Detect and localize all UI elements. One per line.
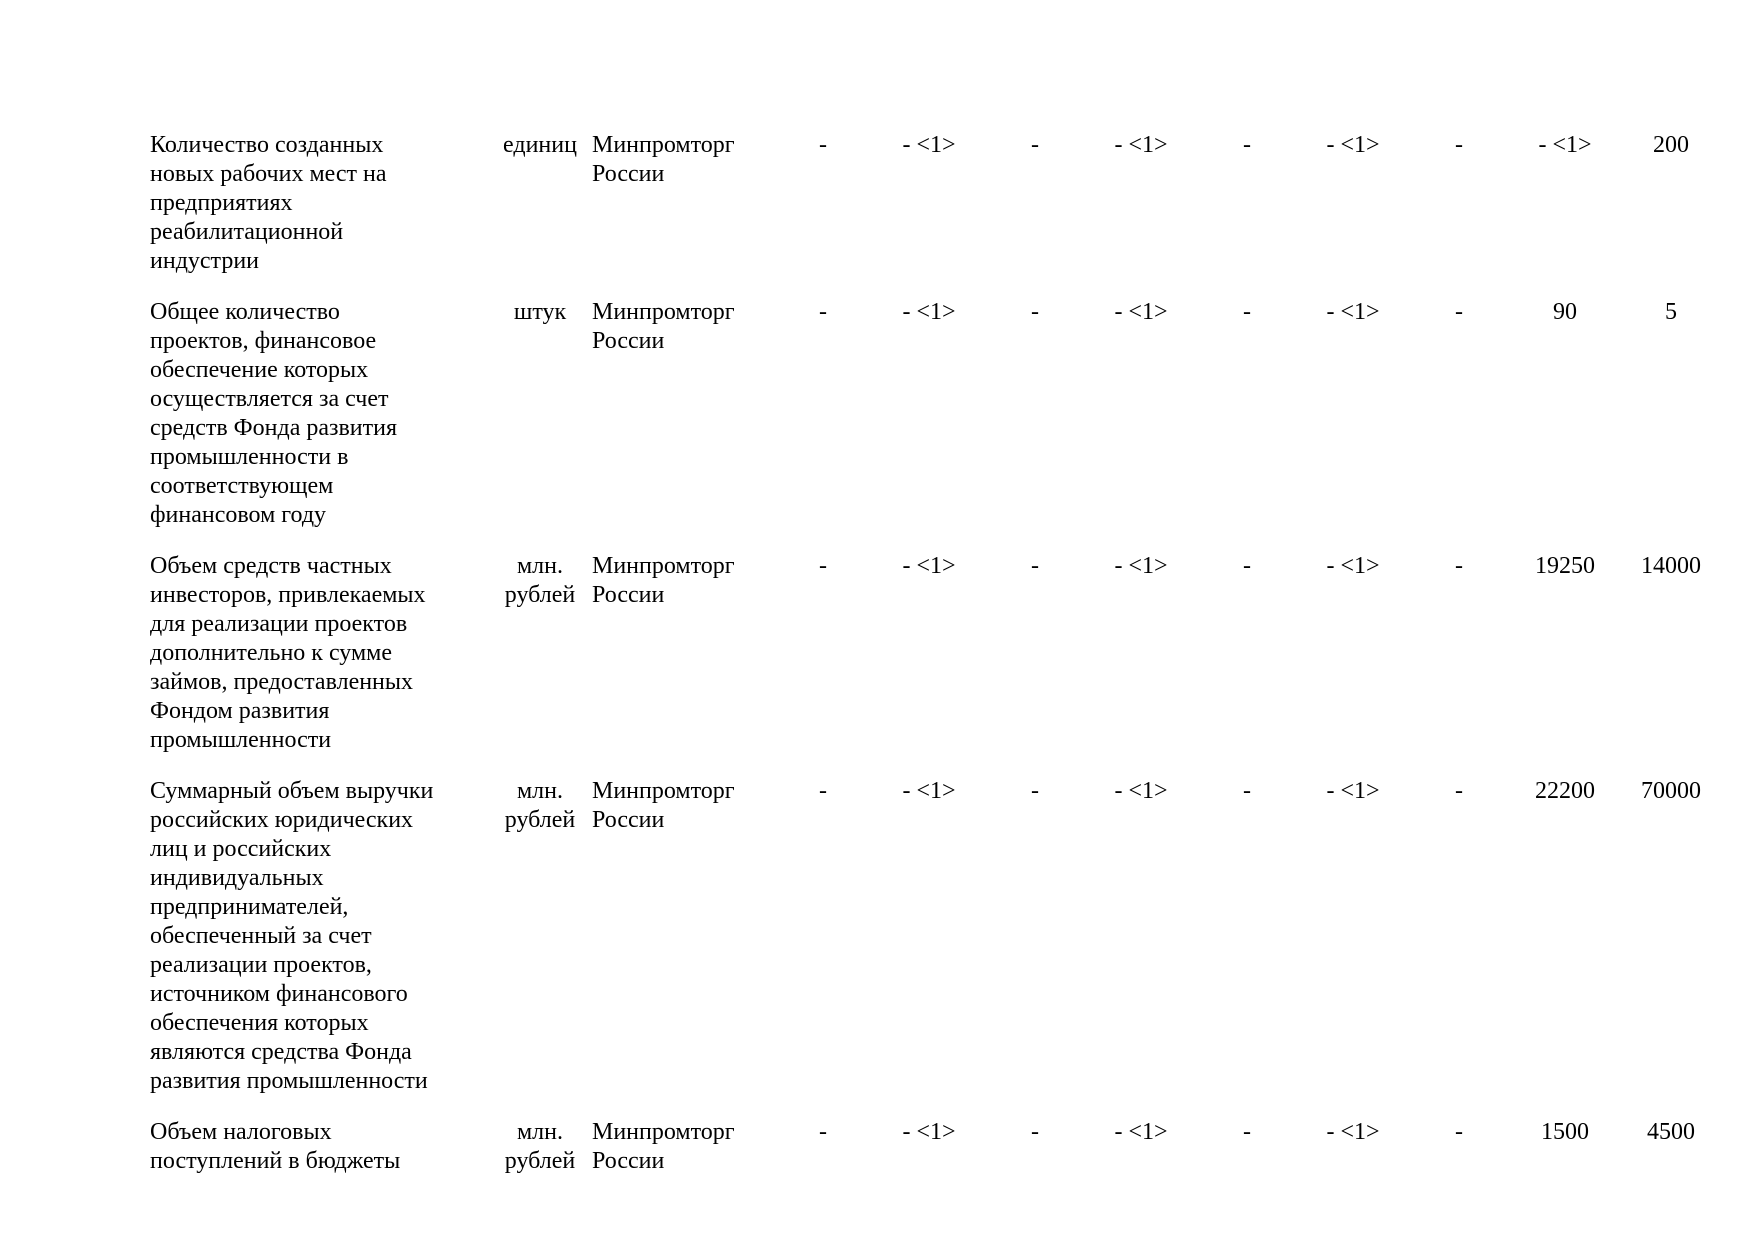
indicator-value: - <1>: [1114, 1119, 1168, 1145]
indicator-name-line: являются средства Фонда: [150, 1039, 412, 1065]
responsible-body: [590, 552, 770, 777]
unit-of-measure-line: млн.: [516, 1119, 563, 1145]
indicator-value: -: [1031, 299, 1039, 325]
indicator-name-line: источником финансового: [150, 981, 408, 1007]
indicator-value: - <1>: [902, 1119, 956, 1145]
indicator-value: -: [1031, 1119, 1039, 1145]
indicator-name-line: промышленности в: [150, 444, 349, 470]
responsible-body-line: России: [592, 807, 665, 833]
indicator-name-line: лиц и российских: [150, 836, 332, 862]
indicator-name-line: Количество созданных: [150, 132, 384, 158]
indicator-name-line: Фондом развития: [150, 698, 330, 724]
indicator-value: -: [1031, 778, 1039, 804]
indicator-name-line: дополнительно к сумме: [150, 640, 393, 666]
indicator-name-line: для реализации проектов: [150, 611, 408, 637]
indicator-value: -: [1455, 299, 1463, 325]
indicator-value: - <1>: [902, 132, 956, 158]
unit-of-measure-line: млн.: [516, 778, 563, 804]
indicator-value: 5: [1665, 299, 1677, 325]
indicator-name-line: реабилитационной: [150, 219, 344, 245]
unit-of-measure-line: млн.: [516, 553, 563, 579]
indicator-value: -: [819, 1119, 827, 1145]
indicator-name-line: российских юридических: [150, 807, 414, 833]
unit-of-measure: [490, 131, 590, 298]
indicator-name: [150, 552, 490, 777]
indicator-value: - <1>: [1326, 299, 1380, 325]
indicator-name-line: Объем налоговых: [150, 1119, 332, 1145]
indicator-value: - <1>: [902, 778, 956, 804]
indicator-value: -: [1243, 132, 1251, 158]
unit-of-measure-line: рублей: [504, 807, 576, 833]
indicator-name-line: обеспеченный за счет: [150, 923, 372, 949]
indicator-value: -: [1031, 553, 1039, 579]
indicator-name-line: средств Фонда развития: [150, 415, 398, 441]
indicator-name-line: займов, предоставленных: [150, 669, 414, 695]
indicator-name-line: предпринимателей,: [150, 894, 349, 920]
indicator-value: -: [1455, 132, 1463, 158]
responsible-body: [590, 298, 770, 552]
indicator-name: [150, 777, 490, 1118]
unit-of-measure-line: рублей: [504, 1148, 576, 1174]
unit-of-measure: [490, 1118, 590, 1198]
responsible-body-line: Минпромторг: [592, 1119, 735, 1145]
unit-of-measure: [490, 552, 590, 777]
responsible-body-line: России: [592, 582, 665, 608]
table-row: [150, 1118, 1724, 1198]
indicator-value: - <1>: [1114, 553, 1168, 579]
indicator-value: 22200: [1535, 778, 1595, 804]
indicator-value: 1500: [1541, 1119, 1589, 1145]
responsible-body-line: Минпромторг: [592, 299, 735, 325]
indicator-value: -: [1031, 132, 1039, 158]
responsible-body-line: Минпромторг: [592, 778, 735, 804]
table-row: [150, 777, 1724, 1118]
table-row: [150, 131, 1724, 298]
indicator-name-line: Объем средств частных: [150, 553, 392, 579]
table-row: [150, 298, 1724, 552]
indicator-name-line: Суммарный объем выручки: [150, 778, 434, 804]
indicator-value: -: [1243, 778, 1251, 804]
indicator-value: 70000: [1641, 778, 1701, 804]
indicator-name-line: новых рабочих мест на: [150, 161, 387, 187]
indicator-value: 90: [1553, 299, 1577, 325]
indicators-table: [150, 131, 1724, 1198]
responsible-body: [590, 777, 770, 1118]
indicator-name-line: индустрии: [150, 248, 260, 274]
indicator-value: 19250: [1535, 553, 1595, 579]
indicator-value: -: [819, 132, 827, 158]
unit-of-measure-line: единиц: [503, 132, 577, 158]
indicator-value: 4500: [1647, 1119, 1695, 1145]
table-row: [150, 552, 1724, 777]
indicator-name-line: промышленности: [150, 727, 332, 753]
indicator-value: - <1>: [1538, 132, 1592, 158]
indicator-name: [150, 131, 490, 298]
indicator-value: - <1>: [902, 299, 956, 325]
indicator-name-line: индивидуальных: [150, 865, 324, 891]
unit-of-measure: [490, 298, 590, 552]
indicator-name-line: соответствующем: [150, 473, 334, 499]
indicator-name-line: реализации проектов,: [150, 952, 372, 978]
indicator-name-line: развития промышленности: [150, 1068, 428, 1094]
indicator-value: 14000: [1641, 553, 1701, 579]
indicator-value: - <1>: [1114, 778, 1168, 804]
indicator-value: -: [819, 553, 827, 579]
responsible-body: [590, 131, 770, 298]
indicator-value: - <1>: [1326, 553, 1380, 579]
indicator-name-line: инвесторов, привлекаемых: [150, 582, 426, 608]
responsible-body-line: России: [592, 328, 665, 354]
indicator-name-line: обеспечения которых: [150, 1010, 369, 1036]
indicator-name: [150, 298, 490, 552]
indicator-name-line: предприятиях: [150, 190, 293, 216]
indicator-name-line: поступлений в бюджеты: [150, 1148, 401, 1174]
responsible-body-line: России: [592, 1148, 665, 1174]
indicator-value: -: [819, 778, 827, 804]
responsible-body-line: России: [592, 161, 665, 187]
unit-of-measure-line: рублей: [504, 582, 576, 608]
indicator-value: - <1>: [1114, 299, 1168, 325]
indicator-value: - <1>: [1326, 778, 1380, 804]
indicator-value: -: [1455, 778, 1463, 804]
responsible-body: [590, 1118, 770, 1198]
indicator-value: - <1>: [902, 553, 956, 579]
indicator-name-line: осуществляется за счет: [150, 386, 389, 412]
indicator-value: -: [1243, 553, 1251, 579]
unit-of-measure-line: штук: [513, 299, 567, 325]
indicator-value: - <1>: [1114, 132, 1168, 158]
indicator-value: - <1>: [1326, 132, 1380, 158]
indicator-value: -: [1455, 553, 1463, 579]
responsible-body-line: Минпромторг: [592, 132, 735, 158]
indicator-name-line: Общее количество: [150, 299, 340, 325]
indicator-value: - <1>: [1326, 1119, 1380, 1145]
indicator-value: -: [1455, 1119, 1463, 1145]
responsible-body-line: Минпромторг: [592, 553, 735, 579]
indicator-value: -: [1243, 299, 1251, 325]
unit-of-measure: [490, 777, 590, 1118]
indicators-table-body: [150, 131, 1724, 1198]
indicator-name-line: проектов, финансовое: [150, 328, 377, 354]
indicator-name-line: финансовом году: [150, 502, 327, 528]
indicator-value: -: [1243, 1119, 1251, 1145]
indicator-name: [150, 1118, 490, 1198]
indicator-value: 200: [1653, 132, 1689, 158]
indicator-value: -: [819, 299, 827, 325]
indicator-name-line: обеспечение которых: [150, 357, 369, 383]
